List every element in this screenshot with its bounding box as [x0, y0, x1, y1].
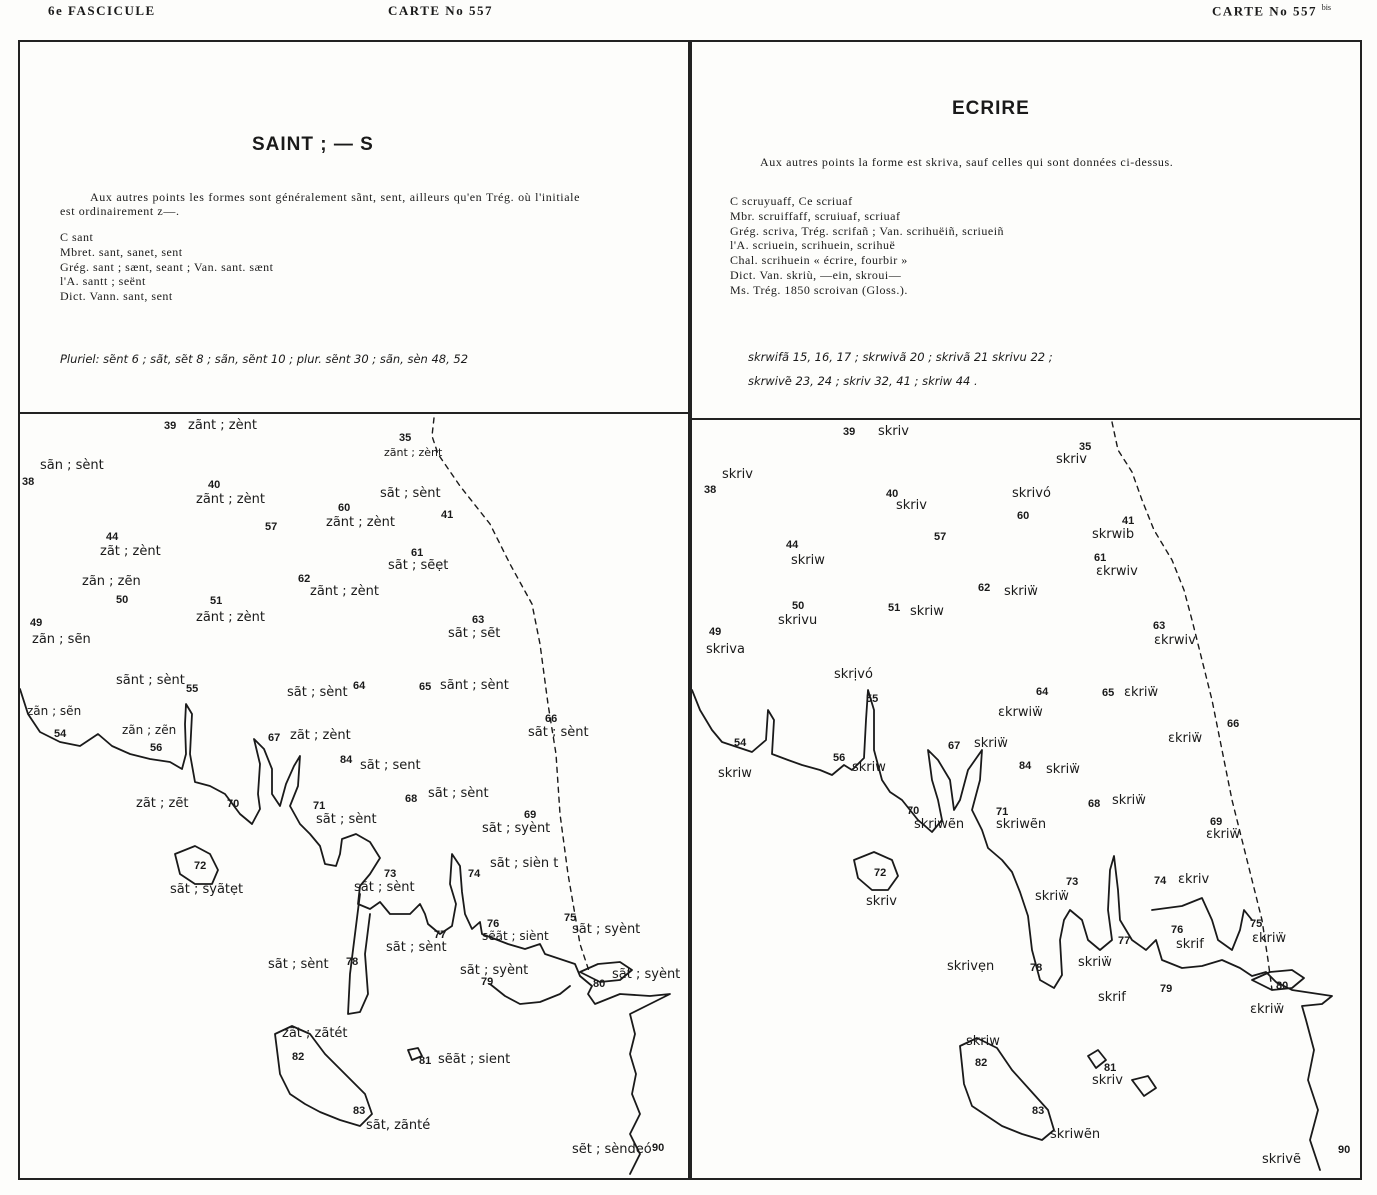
point-form: ɛkrwiv [1096, 564, 1138, 579]
point-form: skriv [722, 467, 753, 482]
coast-79 [490, 984, 570, 1004]
point-number: 51 [210, 595, 223, 607]
point-form: sãt ; sènt [428, 786, 489, 801]
point-form: zãnt ; zènt [188, 418, 257, 433]
point-form: sẽt ; sèndẹó [572, 1142, 652, 1157]
point-form: sãt ; sièn t [490, 856, 559, 871]
point-number: 64 [353, 680, 366, 692]
left-map-title: SAINT ; — S [252, 134, 374, 155]
point-number: 82 [292, 1051, 305, 1063]
point-number: 81 [1104, 1062, 1117, 1074]
point-form: skrivu [778, 613, 818, 628]
point-number: 74 [468, 868, 481, 880]
point-form: skriwẽn [1050, 1127, 1101, 1142]
point-number: 56 [833, 752, 846, 764]
map-number-right [1212, 3, 1331, 19]
point-form: ɛkriẅ [1250, 1002, 1285, 1017]
point-form: skriwẽn [914, 817, 965, 832]
point-number: 76 [1171, 924, 1184, 936]
point-form: skrivẹn [947, 959, 995, 974]
point-form: zãt ; zãtét [282, 1026, 348, 1041]
point-number: 35 [1079, 441, 1092, 453]
point-form: sãt ; sent [360, 758, 421, 773]
point-form: sãnt ; sènt [116, 673, 185, 688]
point-form: skriv [1056, 452, 1087, 467]
right-variants-note [748, 345, 1053, 393]
left-sources-list [60, 230, 273, 304]
left-intro: Aux autres points les formes sont généralement sãnt, sent, ailleurs qu'en Trég. où l'initiale est ordinairement z—. [60, 190, 580, 218]
point-form: skriva [706, 642, 745, 657]
point-number: 41 [441, 509, 454, 521]
point-form: ɛkrwiẅ [998, 705, 1043, 720]
point-number: 71 [313, 800, 326, 812]
point-number: 57 [934, 531, 947, 543]
point-number: 61 [1094, 552, 1107, 564]
point-form: sãt ; syènt [482, 821, 551, 836]
source-line: C scruyuaff, Ce scriuaf [730, 194, 853, 208]
point-form: skriv [866, 894, 897, 909]
source-line: l'A. santt ; seënt [60, 274, 146, 289]
point-form: zãt ; zẽt [136, 796, 189, 811]
point-number: 83 [1032, 1105, 1045, 1117]
point-number: 50 [792, 600, 805, 612]
point-form: ɛkriẅ [1168, 731, 1203, 746]
point-form: zãnt ; zènt [196, 610, 265, 625]
point-form: zãt ; zènt [100, 544, 161, 559]
point-form: zãnt ; zènt [326, 515, 395, 530]
source-line: Grég. scriva, Trég. scrifañ ; Van. scrihuëiñ, scriueiñ [730, 223, 1005, 238]
point-number: 60 [338, 502, 351, 514]
right-legend-box [692, 42, 1360, 420]
point-form: skriw [852, 760, 886, 775]
point-form: zãnt ; zènt [310, 584, 379, 599]
point-number: 76 [487, 918, 500, 930]
source-line: Ms. Trég. 1850 scroivan (Gloss.). [730, 282, 908, 297]
point-number: 68 [1088, 798, 1101, 810]
source-line: l'A. scriuein, scrihuein, scrihuë [730, 238, 896, 253]
point-form: skrif [1098, 990, 1126, 1005]
fascicule-header: 6e FASCICULE [48, 3, 156, 18]
point-number: 60 [1017, 510, 1030, 522]
source-line: Dict. Van. skriù, —ein, skroui— [730, 267, 902, 282]
point-number: 39 [843, 426, 856, 438]
point-form: sãt ; sènt [380, 486, 441, 501]
point-number: 54 [54, 728, 67, 740]
point-number: 66 [1227, 718, 1240, 730]
right-map-svg [692, 420, 1360, 1178]
point-form: ɛkriv [1178, 872, 1210, 887]
point-form: zãn ; zẽn [122, 723, 177, 737]
point-number: 62 [298, 573, 311, 585]
point-number: 39 [164, 420, 177, 432]
point-number: 90 [652, 1142, 665, 1154]
right-map-title: ECRIRE [952, 98, 1030, 119]
point-form: ɛkriẅ [1206, 827, 1241, 842]
point-form: ɛkriẅ [1124, 685, 1159, 700]
point-number: 90 [1338, 1144, 1351, 1156]
point-form: zãn ; sẽn [32, 632, 91, 647]
source-line: Grég. sant ; sænt, seant ; Van. sant. sænt [60, 259, 274, 274]
point-number: 44 [786, 539, 799, 551]
point-form: skrif [1176, 937, 1204, 952]
island-81b [1132, 1076, 1156, 1096]
point-number: 40 [208, 479, 221, 491]
point-number: 78 [346, 956, 359, 968]
point-number: 65 [419, 681, 432, 693]
point-number: 35 [399, 432, 412, 444]
point-number: 62 [978, 582, 991, 594]
point-form: skriv [896, 498, 927, 513]
point-form: sãn ; sènt [40, 458, 104, 473]
point-form: sãt ; syènt [612, 967, 681, 982]
point-number: 73 [384, 868, 397, 880]
source-line: Mbret. sant, sanet, sent [60, 244, 183, 259]
point-form: zãnt ; zènt [384, 446, 443, 459]
point-form: sãt, zãnté [366, 1118, 431, 1133]
point-number: 61 [411, 547, 424, 559]
right-intro: Aux autres points la forme est skriva, sauf celles qui sont données ci-dessus. [760, 155, 1174, 169]
point-form: zãnt ; zènt [196, 492, 265, 507]
point-number: 72 [874, 867, 887, 879]
point-number: 51 [888, 602, 901, 614]
point-number: 63 [1153, 620, 1166, 632]
estuary-78 [348, 894, 370, 1014]
point-form: sãt ; sènt [316, 812, 377, 827]
point-number: 84 [1019, 760, 1032, 772]
point-number: 66 [545, 713, 558, 725]
point-form: skriẅ [1046, 762, 1080, 777]
point-form: skriv [878, 424, 909, 439]
point-number: 73 [1066, 876, 1079, 888]
point-number: 63 [472, 614, 485, 626]
point-number: 38 [22, 476, 35, 488]
island-82 [960, 1038, 1054, 1140]
point-number: 64 [1036, 686, 1049, 698]
point-form: sãt ; sènt [268, 957, 329, 972]
left-plural-note: Pluriel: sẽnt 6 ; sãt, sẽt 8 ; sãn, sẽnt 10 ; plur. sẽnt 30 ; sãn, sèn 48, 52 [60, 352, 469, 366]
point-form: skriw [718, 766, 752, 781]
point-form: skrịvó [834, 667, 873, 682]
point-number: 55 [866, 693, 879, 705]
point-number: 71 [996, 806, 1009, 818]
point-form: skriv [1092, 1073, 1123, 1088]
point-form: skriẅ [1004, 584, 1038, 599]
point-form: skriẅ [974, 736, 1008, 751]
point-form: skriẅ [1035, 889, 1069, 904]
note-line: skrwifã 15, 16, 17 ; skrwivã 20 ; skrivã 21 skrivu 22 ; [748, 350, 1053, 364]
point-form: skrivó [1012, 486, 1051, 501]
point-form: sãt ; syènt [572, 922, 641, 937]
point-number: 68 [405, 793, 418, 805]
point-form: sãt ; syãtẹt [170, 882, 244, 897]
map-number-right-text: CARTE No 557 [1212, 3, 1317, 19]
point-form: sãt ; sènt [528, 725, 589, 740]
point-number: 38 [704, 484, 717, 496]
map-number-left: CARTE No 557 [388, 3, 493, 18]
right-sources-list [730, 194, 1004, 298]
point-number: 77 [434, 929, 447, 941]
point-form: sãt ; sènt [287, 685, 348, 700]
point-number: 49 [30, 617, 43, 629]
point-form: sãnt ; sènt [440, 678, 509, 693]
point-number: 41 [1122, 515, 1135, 527]
point-form: skriwẽn [996, 817, 1047, 832]
point-form: ɛkrwiv [1154, 633, 1196, 648]
point-form: skriw [910, 604, 944, 619]
source-line: Dict. Vann. sant, sent [60, 289, 173, 304]
point-form: skrwib [1092, 527, 1135, 542]
point-number: 70 [227, 798, 240, 810]
point-number: 70 [907, 805, 920, 817]
left-legend-box [20, 42, 688, 414]
point-form: sãt ; syènt [460, 963, 529, 978]
point-number: 82 [975, 1057, 988, 1069]
point-number: 81 [419, 1055, 432, 1067]
point-number: 65 [1102, 687, 1115, 699]
point-number: 78 [1030, 962, 1043, 974]
point-number: 69 [1210, 816, 1223, 828]
point-form: sãt ; sènt [386, 940, 447, 955]
point-number: 75 [564, 912, 577, 924]
region-border [432, 418, 590, 974]
source-line: Mbr. scruiffaff, scruiuaf, scriuaf [730, 208, 901, 223]
point-number: 67 [948, 740, 961, 752]
point-number: 69 [524, 809, 537, 821]
point-number: 40 [886, 488, 899, 500]
region-border [1112, 422, 1272, 990]
point-number: 49 [709, 626, 722, 638]
point-form: sẽãt ; siènt [482, 929, 549, 943]
point-number: 74 [1154, 875, 1167, 887]
point-form: sẽãt ; sient [438, 1052, 511, 1067]
point-number: 67 [268, 732, 281, 744]
point-number: 77 [1118, 935, 1131, 947]
note-line: skrwivẽ 23, 24 ; skriv 32, 41 ; skriw 44 . [748, 374, 978, 388]
point-form: skriw [966, 1034, 1000, 1049]
point-number: 79 [1160, 983, 1173, 995]
source-line: Chal. scrihuein « écrire, fourbir » [730, 253, 908, 268]
point-number: 55 [186, 683, 199, 695]
point-form: sãt ; sènt [354, 880, 415, 895]
point-form: sãt ; sẽt [448, 626, 501, 641]
point-number: 72 [194, 860, 207, 872]
point-form: zãt ; zènt [290, 728, 351, 743]
point-form: ɛkriẅ [1252, 931, 1287, 946]
point-number: 57 [265, 521, 278, 533]
point-number: 80 [1276, 980, 1289, 992]
point-number: 79 [481, 976, 494, 988]
source-line: C sant [60, 230, 94, 244]
point-number: 75 [1250, 918, 1263, 930]
point-form: skriw [791, 553, 825, 568]
point-number: 44 [106, 531, 119, 543]
point-form: skrivẽ [1262, 1152, 1301, 1167]
point-number: 54 [734, 737, 747, 749]
point-number: 80 [593, 978, 606, 990]
map-number-suffix: bis [1321, 3, 1332, 12]
point-form: skriẅ [1078, 955, 1112, 970]
point-number: 50 [116, 594, 129, 606]
point-number: 83 [353, 1105, 366, 1117]
point-form: sãt ; sẽẹt [388, 558, 449, 573]
point-form: zãn ; zẽn [82, 574, 141, 589]
point-form: skriẅ [1112, 793, 1146, 808]
point-form: zãn ; sẽn [27, 704, 82, 718]
coastline [692, 690, 1332, 1170]
point-number: 84 [340, 754, 353, 766]
point-number: 56 [150, 742, 163, 754]
